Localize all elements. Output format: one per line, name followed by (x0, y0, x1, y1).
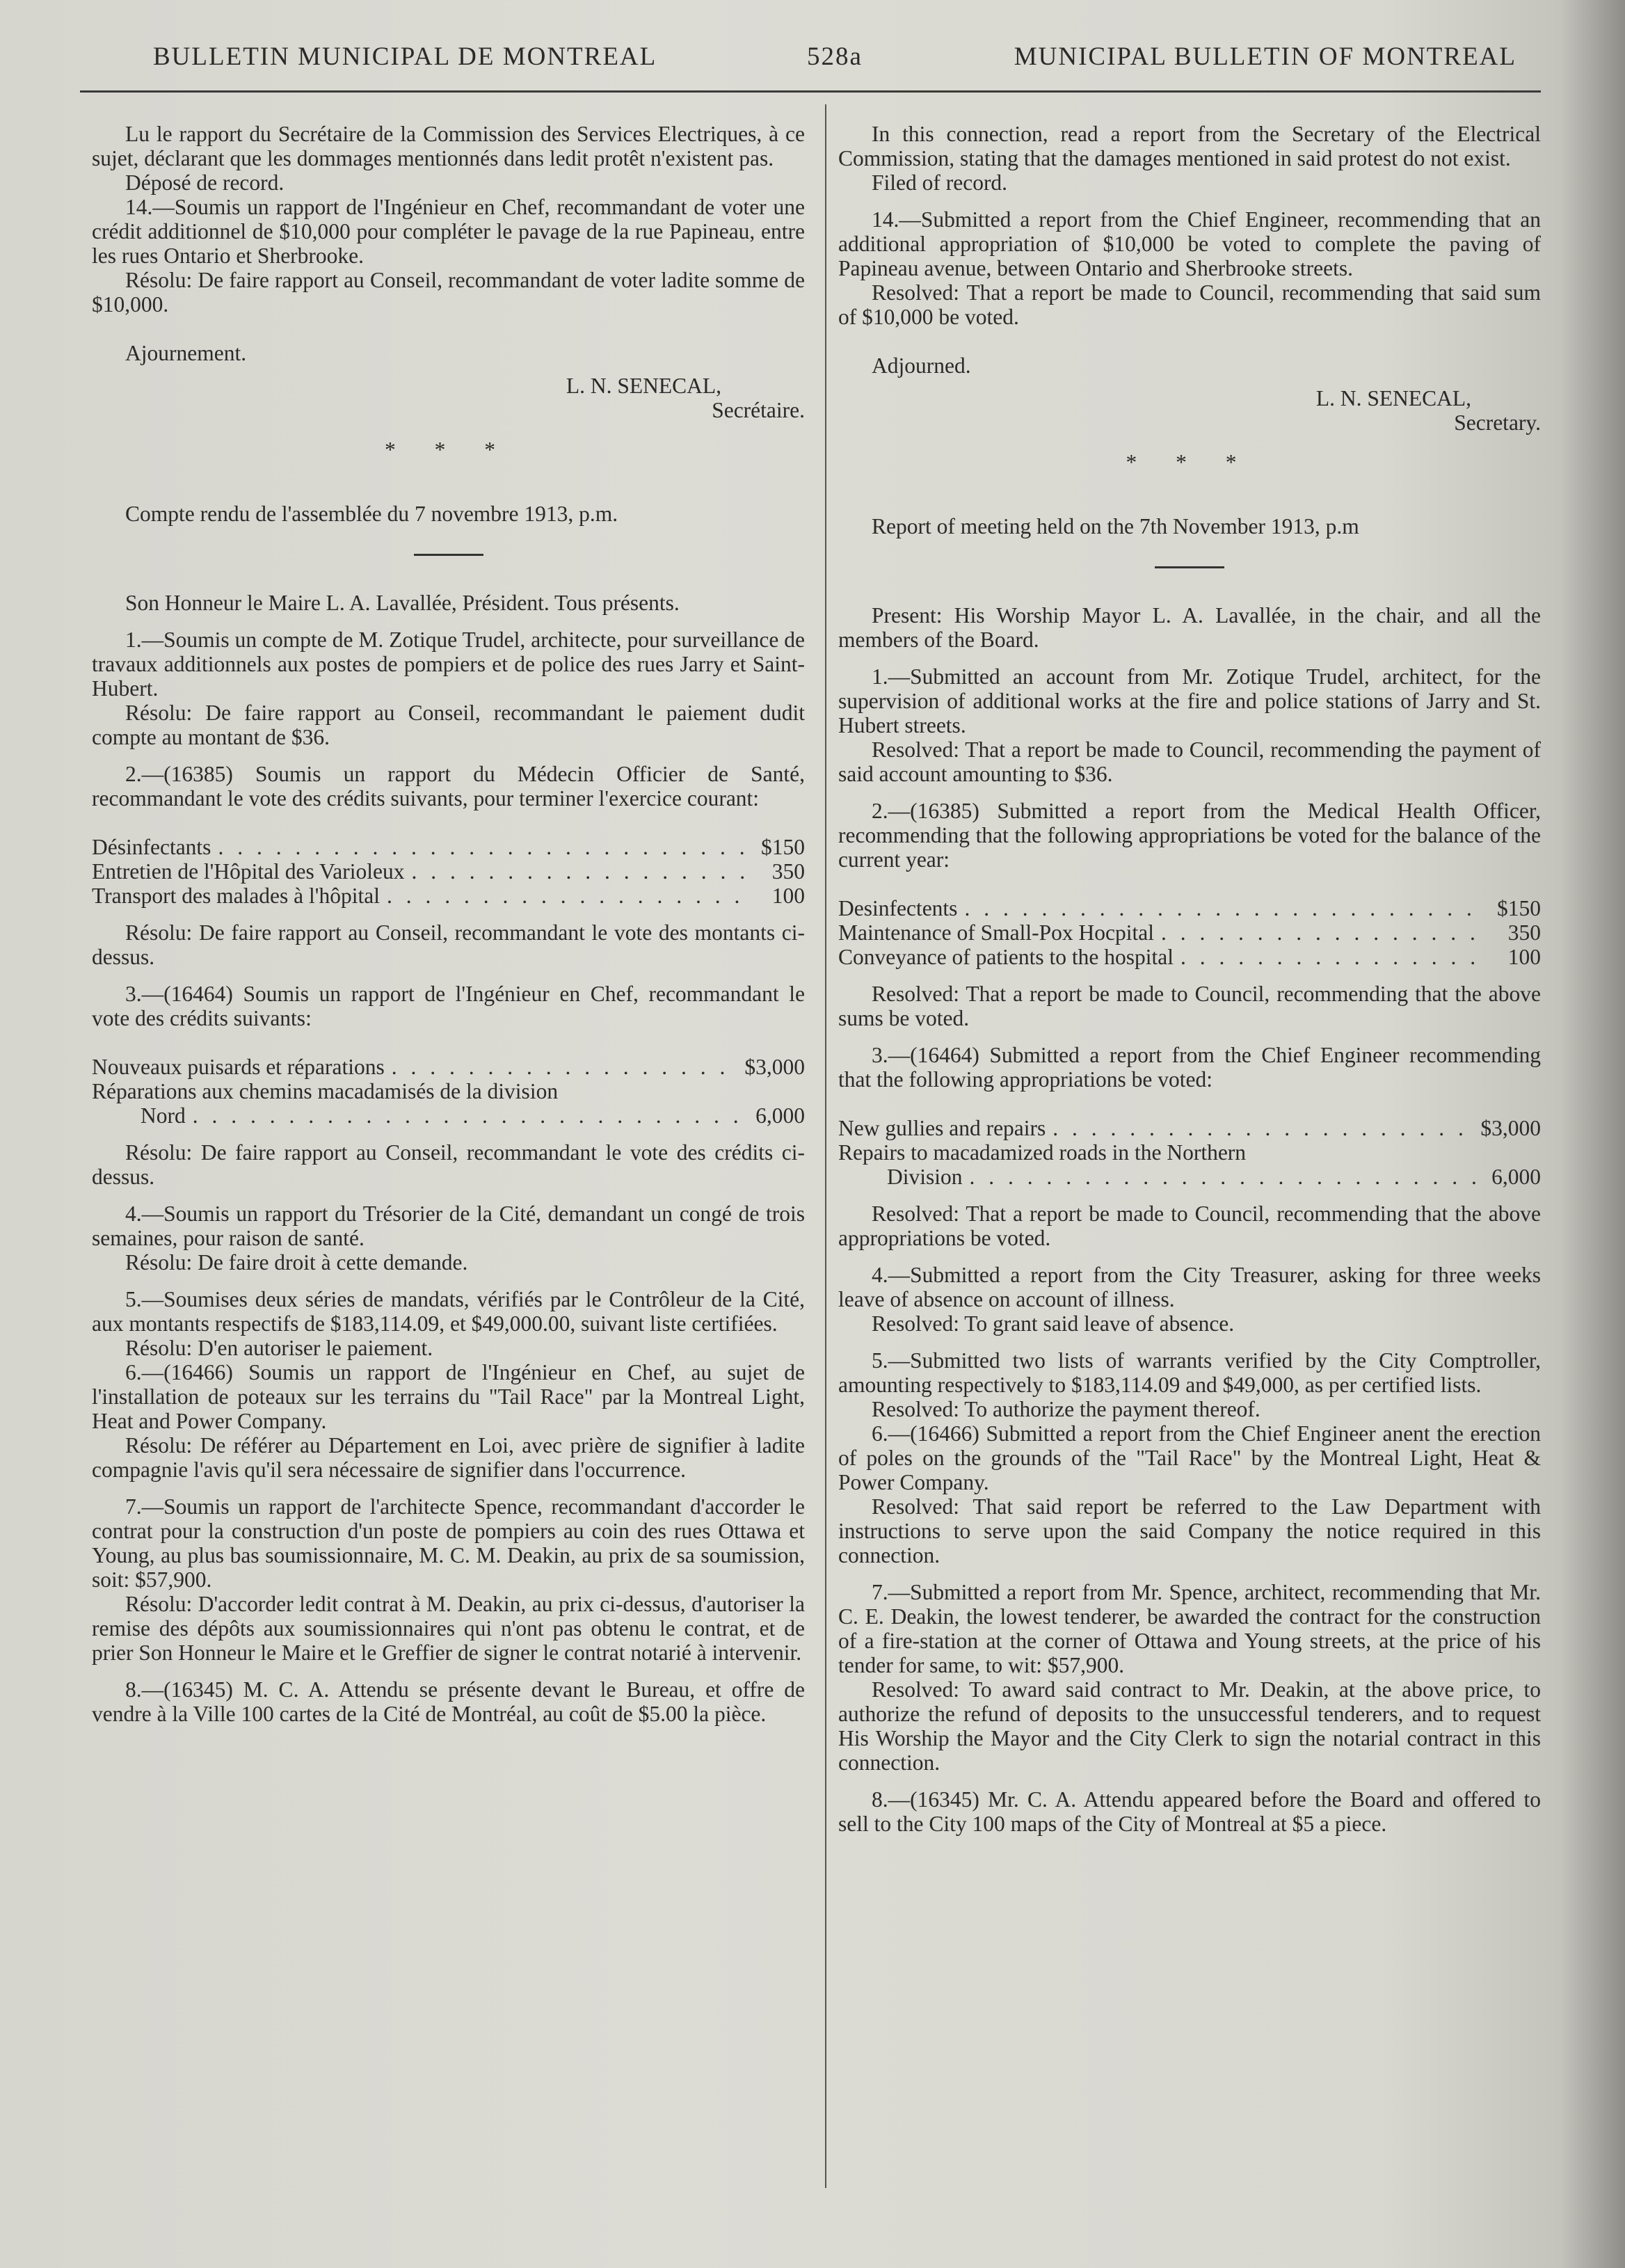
list-item-line: Repairs to macadamized roads in the Northern (838, 1140, 1247, 1165)
page-number: 528a (807, 42, 863, 71)
paragraph: 1.—Soumis un compte de M. Zotique Trudel, architecte, pour surveillance de travaux additionnels aux postes de pompiers et de police des rues Jarry et Saint-Hubert. (92, 628, 805, 701)
list-item: Conveyance of patients to the hospital . . . 100 (838, 945, 1541, 969)
section-heading: Report of meeting held on the 7th November 1913, p.m (872, 514, 1359, 538)
paragraph: Adjourned. (872, 353, 971, 378)
paragraph: Déposé de record. (125, 170, 285, 195)
list-item: Entretien de l'Hôpital des Varioleux . . . 350 (92, 859, 805, 884)
paragraph: 6.—(16466) Soumis un rapport de l'Ingénieur en Chef, au sujet de l'installation de poteaux sur les terrains du "Tail Race" par la Montreal Light, Heat and Power Company. (92, 1360, 805, 1433)
signature-name: L. N. SENECAL, (1315, 386, 1471, 410)
paragraph: 8.—(16345) Mr. C. A. Attendu appeared before the Board and offered to sell to the City 100 maps of the City of Montreal at $5 a piece. (838, 1787, 1541, 1836)
paragraph: 5.—Soumises deux séries de mandats, vérifiés par le Contrôleur de la Cité, aux montants respectifs de $183,114.09, et $49,000.00, suivant liste certifiées. (92, 1287, 805, 1336)
paragraph: 14.—Soumis un rapport de l'Ingénieur en Chef, recommandant de voter une crédit additionnel de $10,000 pour compléter le pavage de la rue Papineau, entre les rues Ontario et Sherbrooke. (92, 195, 805, 268)
english-column (838, 122, 1541, 1836)
paragraph: Resolved: To grant said leave of absence. (872, 1311, 1235, 1336)
list-item: Nouveaux puisards et réparations . . . $3,000 (92, 1055, 805, 1079)
section-separator: * * * (1126, 450, 1254, 474)
list-item: Desinfectents . . . $150 (838, 896, 1541, 920)
short-rule (414, 554, 483, 556)
paragraph: Résolu: De faire rapport au Conseil, recommandant le paiement dudit compte au montant de $36. (92, 701, 805, 749)
signature-title: Secrétaire. (712, 398, 805, 422)
paragraph: 4.—Submitted a report from the City Treasurer, asking for three weeks leave of absence on account of illness. (838, 1263, 1541, 1311)
paragraph: Resolved: That a report be made to Council, recommending that said sum of $10,000 be voted. (838, 280, 1541, 329)
paragraph: Résolu: De référer au Département en Loi, avec prière de signifier à ladite compagnie l'avis qu'il sera nécessaire de signifier dans l'occurrence. (92, 1433, 805, 1482)
list-item-line: Réparations aux chemins macadamisés de la division (92, 1079, 559, 1103)
paragraph: Ajournement. (125, 341, 247, 365)
list-item: Maintenance of Small-Pox Hocpital . . . 350 (838, 920, 1541, 945)
paragraph: 2.—(16385) Soumis un rapport du Médecin Officier de Santé, recommandant le vote des crédits suivants, pour terminer l'exercice courant: (92, 762, 805, 810)
paragraph: Résolu: De faire rapport au Conseil, recommandant le vote des montants ci-dessus. (92, 920, 805, 969)
paragraph: Present: His Worship Mayor L. A. Lavallée, in the chair, and all the members of the Board. (838, 603, 1541, 652)
paragraph: Resolved: That a report be made to Council, recommending that the above appropriations be voted. (838, 1201, 1541, 1250)
paragraph: Resolved: That said report be referred to the Law Department with instructions to serve upon the said Company the notice required in this connection. (838, 1494, 1541, 1567)
paragraph: 7.—Submitted a report from Mr. Spence, architect, recommending that Mr. C. E. Deakin, the lowest tenderer, be awarded the contract for the construction of a fire-station at the corner of Ottawa and Young streets, at the price of his tender for same, to wit: $57,900. (838, 1580, 1541, 1677)
signature-name: L. N. SENECAL, (566, 374, 721, 398)
header-rule (80, 90, 1541, 93)
section-heading: Compte rendu de l'assemblée du 7 novembre 1913, p.m. (125, 502, 618, 526)
paragraph: Lu le rapport du Secrétaire de la Commission des Services Electriques, à ce sujet, déclarant que les dommages mentionnés dans ledit protêt n'existent pas. (92, 122, 805, 170)
paragraph: Resolved: To award said contract to Mr. Deakin, at the above price, to authorize the refund of deposits to the unsuccessful tenderers, and to request His Worship the Mayor and the City Clerk to sign the notarial contract in this connection. (838, 1677, 1541, 1775)
paragraph: 5.—Submitted two lists of warrants verified by the City Comptroller, amounting respectively to $183,114.09 and $49,000, as per certified lists. (838, 1348, 1541, 1397)
paragraph: Son Honneur le Maire L. A. Lavallée, Président. Tous présents. (125, 591, 680, 615)
paragraph: Resolved: To authorize the payment thereof. (872, 1397, 1260, 1421)
paragraph: Resolved: That a report be made to Council, recommending the payment of said account amounting to $36. (838, 737, 1541, 786)
paragraph: Résolu: D'en autoriser le paiement. (125, 1336, 433, 1360)
paragraph: Résolu: D'accorder ledit contrat à M. Deakin, au prix ci-dessus, d'autoriser la remise des dépôts aux soumissionnaires qui n'ont pas obtenu le contrat, et de prier Son Honneur le Maire et le Greffier de signer le contrat notarié à intervenir. (92, 1592, 805, 1665)
column-divider (825, 104, 826, 2188)
paragraph: 1.—Submitted an account from Mr. Zotique Trudel, architect, for the supervision of additional works at the fire and police stations of Jarry and St. Hubert streets. (838, 664, 1541, 737)
list-item: New gullies and repairs . . . $3,000 (838, 1116, 1541, 1140)
paragraph: 2.—(16385) Submitted a report from the Medical Health Officer, recommending that the following appropriations be voted for the balance of the current year: (838, 799, 1541, 872)
signature-title: Secretary. (1454, 410, 1541, 435)
paragraph: Résolu: De faire rapport au Conseil, recommandant le vote des crédits ci-dessus. (92, 1140, 805, 1189)
header-title-english: MUNICIPAL BULLETIN OF MONTREAL (1014, 42, 1516, 71)
paragraph: 4.—Soumis un rapport du Trésorier de la Cité, demandant un congé de trois semaines, pour raison de santé. (92, 1201, 805, 1250)
paragraph: 7.—Soumis un rapport de l'architecte Spence, recommandant d'accorder le contrat pour la construction d'un poste de pompiers au coin des rues Ottawa et Young, au plus bas soumissionnaire, M. C. M. Deakin, au prix de sa soumission, soit: $57,900. (92, 1494, 805, 1592)
paragraph: Filed of record. (872, 170, 1008, 195)
header-title-french: BULLETIN MUNICIPAL DE MONTREAL (153, 42, 657, 71)
list-item: Nord . . . 6,000 (92, 1103, 805, 1128)
list-item: Transport des malades à l'hôpital . . . 100 (92, 884, 805, 908)
paragraph: 8.—(16345) M. C. A. Attendu se présente devant le Bureau, et offre de vendre à la Ville 100 cartes de la Cité de Montréal, au coût de $5.00 la pièce. (92, 1677, 805, 1726)
paragraph: 6.—(16466) Submitted a report from the Chief Engineer anent the erection of poles on the grounds of the "Tail Race" by the Montreal Light, Heat & Power Company. (838, 1421, 1541, 1494)
paragraph: In this connection, read a report from the Secretary of the Electrical Commission, stating that the damages mentioned in said protest do not exist. (838, 122, 1541, 170)
short-rule (1155, 566, 1224, 568)
paragraph: 3.—(16464) Soumis un rapport de l'Ingénieur en Chef, recommandant le vote des crédits suivants: (92, 982, 805, 1030)
page-header (153, 42, 1516, 81)
paragraph: Resolved: That a report be made to Council, recommending that the above sums be voted. (838, 982, 1541, 1030)
french-column (92, 122, 805, 1726)
paragraph: Résolu: De faire rapport au Conseil, recommandant de voter ladite somme de $10,000. (92, 268, 805, 317)
list-item: Désinfectants . . . $150 (92, 835, 805, 859)
paragraph: 3.—(16464) Submitted a report from the Chief Engineer recommending that the following appropriations be voted: (838, 1043, 1541, 1092)
section-separator: * * * (385, 438, 512, 462)
paragraph: Résolu: De faire droit à cette demande. (125, 1250, 468, 1275)
list-item: Division . . . 6,000 (838, 1165, 1541, 1189)
paragraph: 14.—Submitted a report from the Chief Engineer, recommending that an additional appropriation of $10,000 be voted to complete the paving of Papineau avenue, between Ontario and Sherbrooke streets. (838, 207, 1541, 280)
